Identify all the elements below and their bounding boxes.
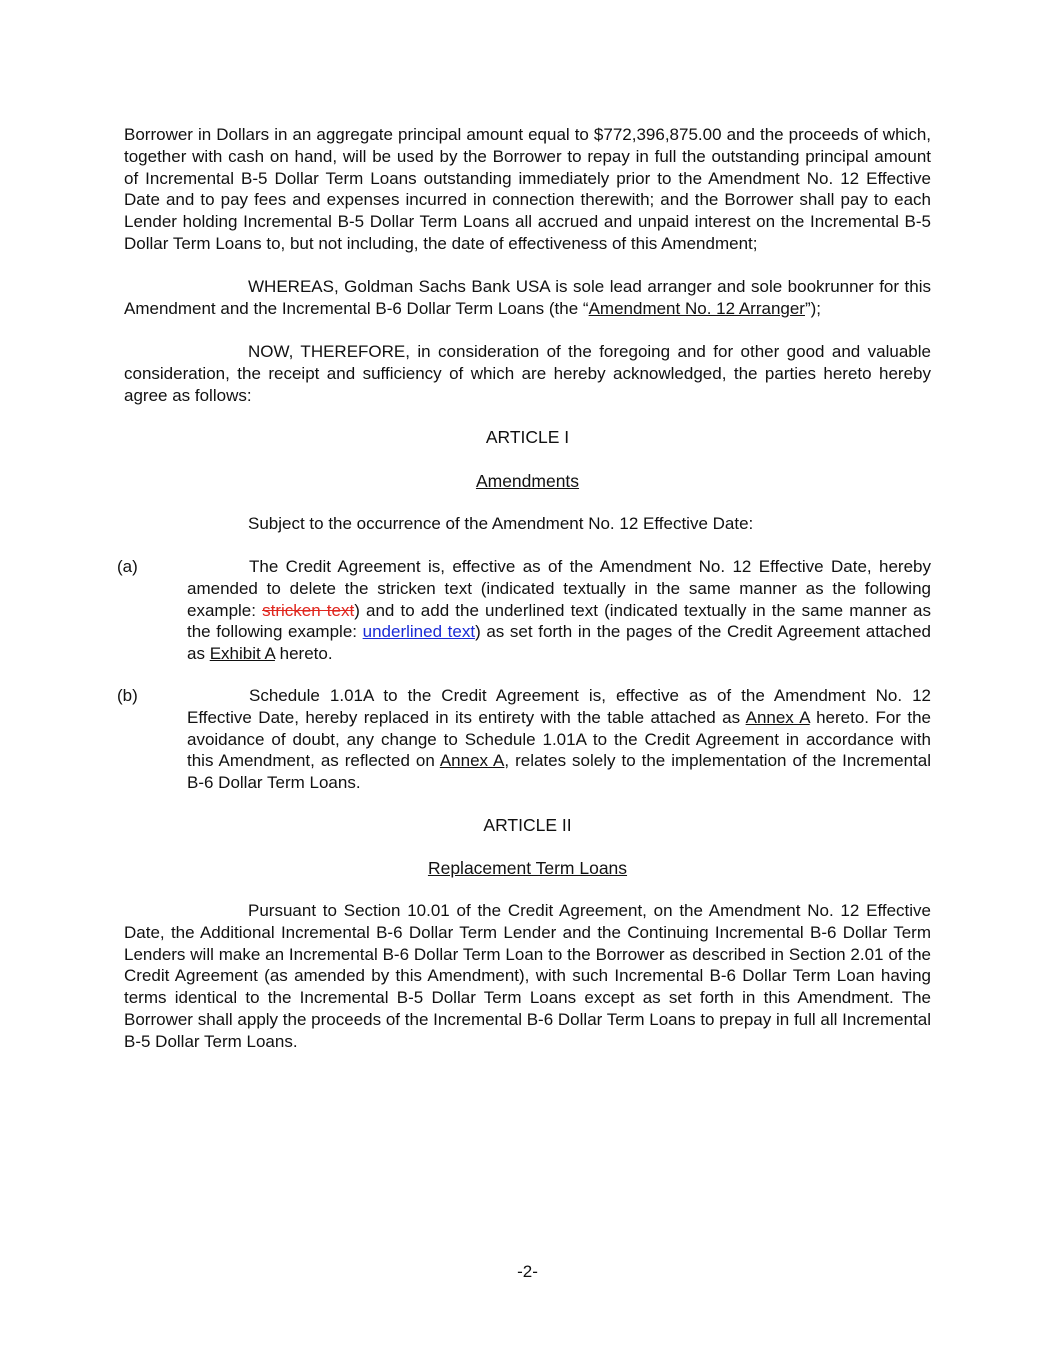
article-2-subtitle — [124, 858, 931, 880]
annex-a-reference-2: Annex A — [439, 751, 505, 771]
article-1-subtitle-text: Amendments — [475, 471, 580, 491]
now-therefore-paragraph: NOW, THEREFORE, in consideration of the foregoing and for other good and valuable consideration, the receipt and sufficiency of which are hereby acknowledged, the parties hereto hereby agree as follows: — [124, 342, 931, 405]
underlined-text-example: underlined text — [362, 622, 476, 642]
item-b-paragraph — [117, 685, 931, 794]
item-a-text-2: ) and to add the underlined text (indicated textually in the same manner as the following example: — [187, 600, 931, 642]
whereas-close: ”); — [804, 298, 822, 318]
whereas-paragraph — [124, 276, 931, 320]
item-a-text-1: The Credit Agreement is, effective as of the Amendment No. 12 Effective Date, hereby amended to delete the stricken text (indicated textually in the same manner as the following example: — [187, 557, 931, 620]
pursuant-paragraph: Pursuant to Section 10.01 of the Credit Agreement, on the Amendment No. 12 Effective Date, the Additional Incremental B-6 Dollar Term Lender and the Continuing Incremental B-6 Dollar Term Lenders will make an Incremental B-6 Dollar Term Loan to the Borrower as described in Section 2.01 of the Credit Agreement (as amended by this Amendment), with such Incremental B-6 Dollar Term Loan having terms identical to the Incremental B-5 Dollar Term Loans except as set forth in this Amendment. The Borrower shall apply the proceeds of the Incremental B-6 Dollar Term Loans to prepay in full all Incremental B-5 Dollar Term Loans. — [124, 901, 931, 1051]
article-2-subtitle-text: Replacement Term Loans — [427, 858, 628, 878]
borrower-paragraph: Borrower in Dollars in an aggregate principal amount equal to $772,396,875.00 and the proceeds of which, together with cash on hand, will be used by the Borrower to repay in full the outstanding principal amount of Incremental B-5 Dollar Term Loans outstanding immediately prior to the Amendment No. 12 Effective Date and to pay fees and expenses incurred in connection therewith; and the Borrower shall pay to each Lender holding Incremental B-5 Dollar Term Loans all accrued and unpaid interest on the Incremental B-5 Dollar Term Loans to, but not including, the date of effectiveness of this Amendment; — [124, 125, 931, 253]
item-b-label: (b) — [117, 686, 138, 705]
item-a-label: (a) — [117, 557, 138, 576]
article-1-subtitle — [124, 471, 931, 493]
arranger-defined-term: Amendment No. 12 Arranger — [588, 298, 805, 318]
item-b-text-1: Schedule 1.01A to the Credit Agreement is, effective as of the Amendment No. 12 Effective Date, hereby replaced in its entirety with the table attached as — [187, 686, 931, 727]
page-number: -2- — [517, 1262, 538, 1281]
whereas-text: WHEREAS, Goldman Sachs Bank USA is sole lead arranger and sole bookrunner for this Amendment and the Incremental B-6 Dollar Term Loans (the “ — [124, 277, 931, 318]
item-a-text-4: hereto. — [274, 644, 333, 664]
item-b-text-2: hereto. For the avoidance of doubt, any change to Schedule 1.01A to the Credit Agreement in accordance with this Amendment, as reflected on — [187, 707, 931, 771]
subject-to-paragraph: Subject to the occurrence of the Amendment No. 12 Effective Date: — [248, 514, 754, 533]
stricken-text-example: stricken text — [262, 600, 355, 620]
item-b-text-3: , relates solely to the implementation of the Incremental B-6 Dollar Term Loans. — [187, 751, 931, 793]
article-2-title: ARTICLE II — [483, 815, 572, 835]
annex-a-reference: Annex A — [745, 707, 810, 727]
item-a-paragraph — [117, 556, 931, 665]
article-1-title: ARTICLE I — [485, 427, 570, 447]
item-a-text-3: ) as set forth in the pages of the Credit Agreement attached as — [187, 622, 931, 664]
exhibit-a-reference: Exhibit A — [209, 644, 275, 664]
